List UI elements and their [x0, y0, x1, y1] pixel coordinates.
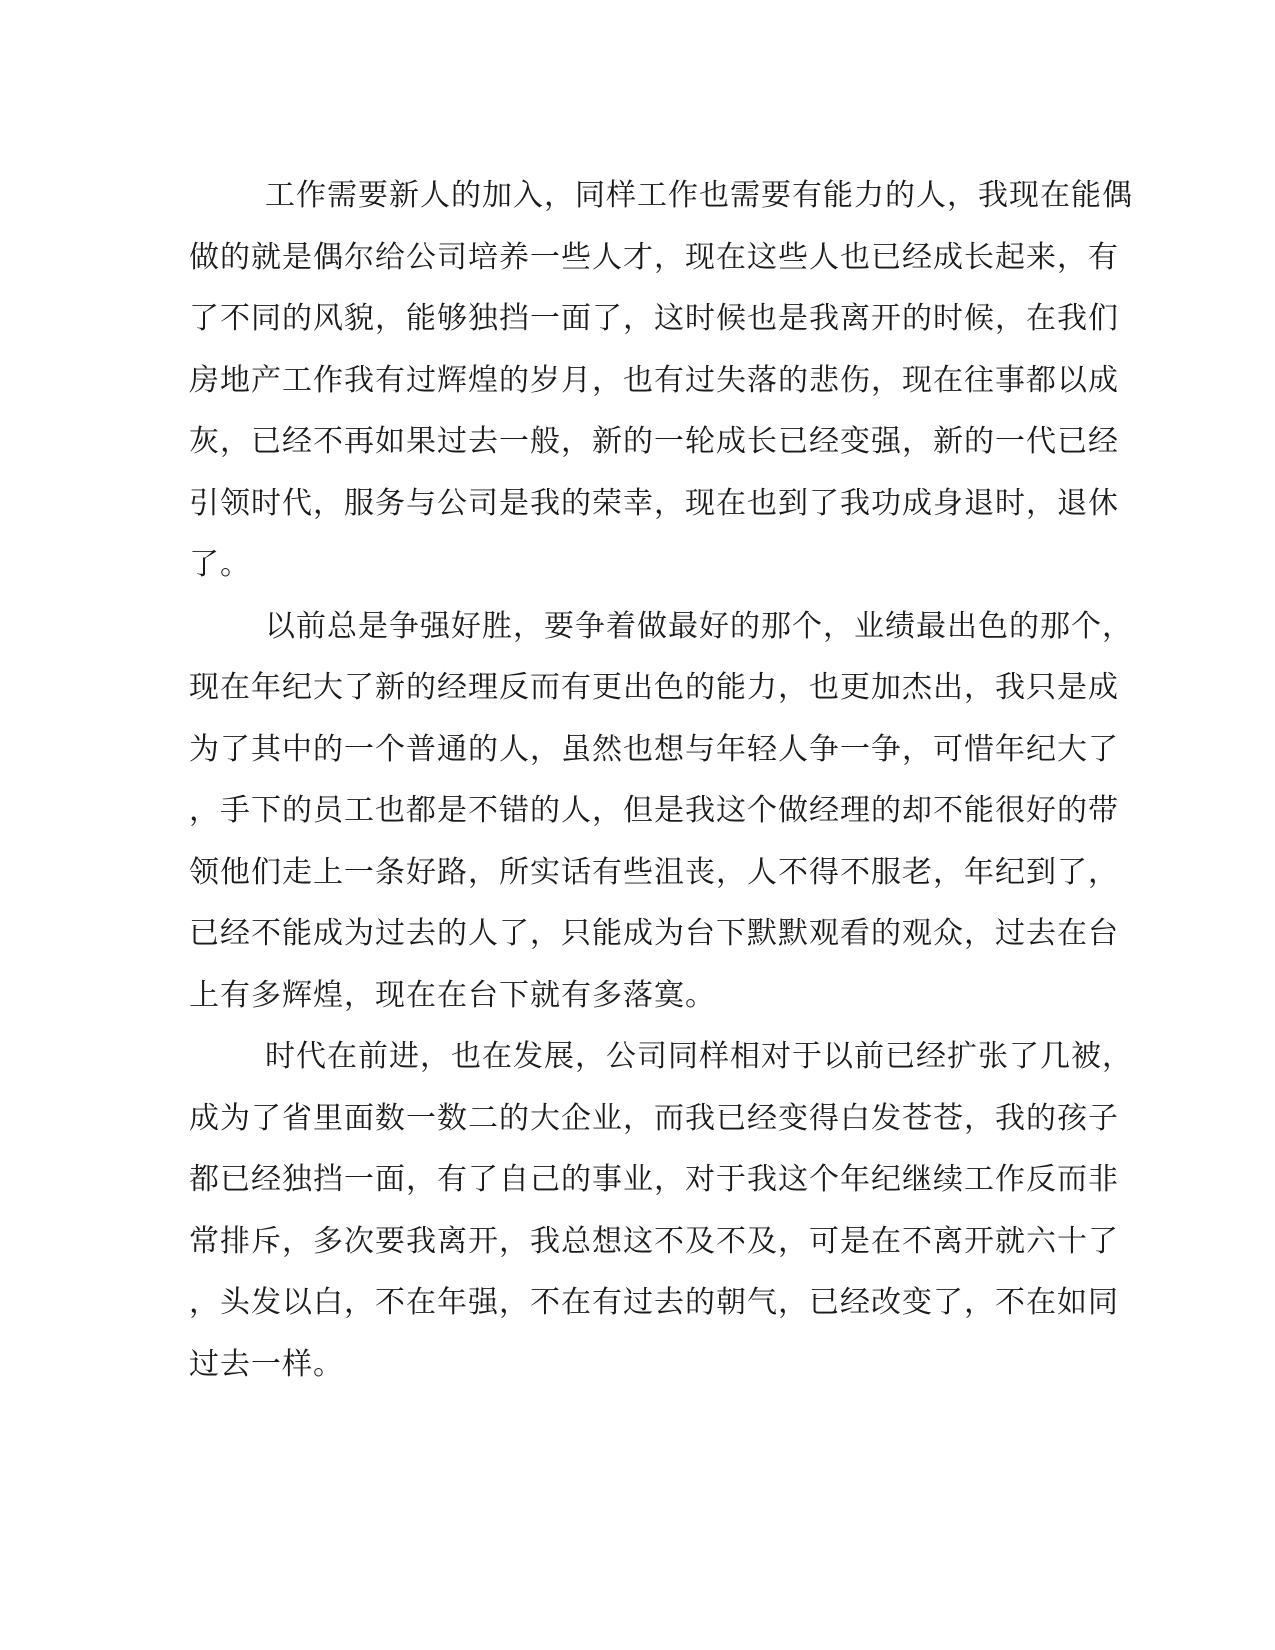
text-line: 了。 — [189, 547, 251, 582]
text-line: 时代在前进，也在发展，公司同样相对于以前已经扩张了几被， — [265, 1039, 1133, 1074]
text-line: 已经不能成为过去的人了，只能成为台下默默观看的观众，过去在台 — [189, 916, 1119, 951]
text-line: ，手下的员工也都是不错的人，但是我这个做经理的却不能很好的带 — [189, 793, 1119, 828]
text-line: 了不同的风貌，能够独挡一面了，这时候也是我离开的时候，在我们 — [189, 301, 1119, 336]
text-line: 现在年纪大了新的经理反而有更出色的能力，也更加杰出，我只是成 — [189, 670, 1119, 705]
body-text — [189, 165, 1133, 1395]
text-line: 都已经独挡一面，有了自己的事业，对于我这个年纪继续工作反而非 — [189, 1162, 1119, 1197]
text-line: 灰，已经不再如果过去一般，新的一轮成长已经变强，新的一代已经 — [189, 424, 1119, 459]
text-line: 常排斥，多次要我离开，我总想这不及不及，可是在不离开就六十了 — [189, 1223, 1119, 1259]
text-line: 工作需要新人的加入，同样工作也需要有能力的人，我现在能偶 — [265, 178, 1133, 213]
paragraph-1 — [189, 165, 1133, 596]
text-line: ，头发以白，不在年强，不在有过去的朝气，已经改变了，不在如同 — [189, 1285, 1119, 1320]
text-line: 做的就是偶尔给公司培养一些人才，现在这些人也已经成长起来，有 — [189, 239, 1119, 275]
paragraph-3 — [189, 1026, 1133, 1395]
text-line: 上有多辉煌，现在在台下就有多落寞。 — [189, 977, 716, 1013]
text-line: 成为了省里面数一数二的大企业，而我已经变得白发苍苍，我的孩子 — [189, 1100, 1119, 1136]
text-line: 房地产工作我有过辉煌的岁月，也有过失落的悲伤，现在往事都以成 — [189, 362, 1119, 398]
text-line: 领他们走上一条好路，所实话有些沮丧，人不得不服老，年纪到了， — [189, 854, 1119, 890]
text-line: 以前总是争强好胜，要争着做最好的那个，业绩最出色的那个， — [265, 608, 1133, 644]
text-line: 引领时代，服务与公司是我的荣幸，现在也到了我功成身退时，退休 — [189, 485, 1119, 521]
text-line: 过去一样。 — [189, 1346, 344, 1382]
text-line: 为了其中的一个普通的人，虽然也想与年轻人争一争，可惜年纪大了 — [189, 731, 1119, 767]
paragraph-2 — [189, 596, 1133, 1027]
